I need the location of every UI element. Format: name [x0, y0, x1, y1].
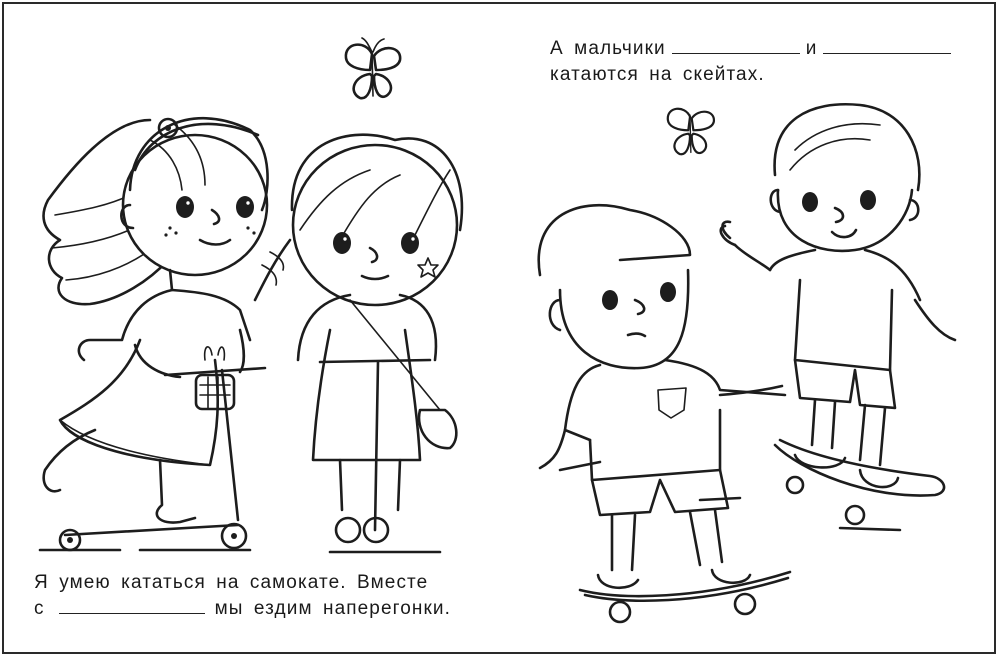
butterfly-icon — [668, 109, 714, 155]
left-line2-end: мы ездим наперегонки. — [214, 598, 452, 619]
right-line1-start: А мальчики — [550, 38, 666, 59]
left-line2-start: с — [34, 598, 45, 619]
boy-skateboard — [539, 205, 790, 622]
girl-on-scooter — [44, 118, 268, 550]
girl-on-scooter — [255, 135, 462, 542]
right-line1-middle: и — [805, 38, 818, 59]
left-sentence-line-1: Я умею кататься на самокате. Вместе — [34, 572, 429, 593]
right-sentence-line-2: катаются на скейтах. — [550, 64, 765, 85]
boy-skateboard — [721, 104, 955, 524]
butterfly-icon — [346, 38, 400, 98]
ground-lines — [40, 462, 900, 552]
